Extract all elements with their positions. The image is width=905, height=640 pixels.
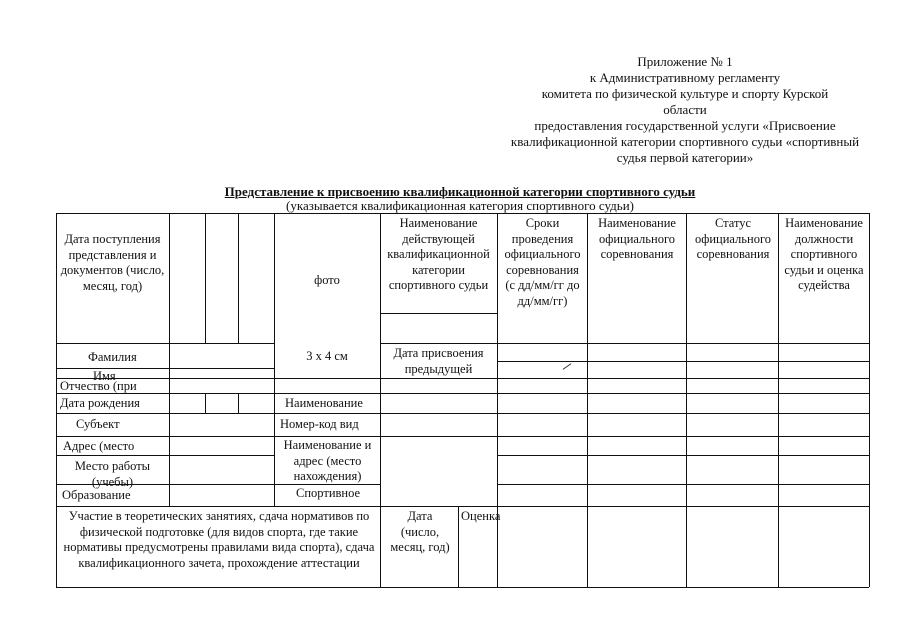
education-label: Образование — [62, 488, 131, 502]
appendix-line: комитета по физической культуре и спорту Курской — [541, 86, 829, 101]
workplace-label: Место работы (учебы) — [74, 459, 151, 489]
col-line — [205, 213, 206, 343]
appendix-line: области — [663, 102, 707, 117]
col-line — [778, 213, 779, 587]
table-border-right — [869, 213, 870, 587]
table-border-top — [56, 213, 869, 214]
grade-column-header: Оценка — [461, 509, 501, 523]
row-line — [380, 343, 497, 344]
row-line — [380, 313, 497, 314]
form-title: Представление к присвоению квалификационной категории спортивного судьи — [224, 184, 696, 199]
row-line — [380, 436, 869, 437]
judge-position-header: Наименование должности спортивного судьи и оценка судейства — [784, 216, 864, 292]
row-line — [497, 361, 869, 362]
address-label: Адрес (место — [63, 439, 135, 453]
row-line — [56, 343, 274, 344]
col-line — [587, 213, 588, 587]
appendix-line: судья первой категории» — [616, 150, 754, 165]
row-line — [380, 413, 869, 414]
col-line — [205, 393, 206, 413]
competition-name-header: Наименование официального соревнования — [598, 216, 676, 261]
col-line — [238, 213, 239, 343]
date-received-header: Дата поступления представления и документов (число, месяц, год) — [60, 232, 165, 293]
col-line — [169, 213, 170, 506]
photo-size-label: 3 х 4 см — [306, 349, 348, 363]
appendix-line: Приложение № 1 — [637, 54, 733, 69]
participation-label: Участие в теоретических занятиях, сдача нормативов по физической подготовке (для видов спорта, где такие нормативы предусмотрены правилами вида спорта), сдача квалификационного зачета, прохождение аттестации — [63, 509, 375, 570]
appendix-line: квалификационной категории спортивного судьи «спортивный — [510, 134, 860, 149]
row-line — [56, 413, 380, 414]
org-address-label: Наименование и адрес (место нахождения) — [283, 438, 372, 483]
appendix-line: к Административному регламенту — [589, 70, 781, 85]
row-line — [497, 455, 869, 456]
subject-label: Субъект — [76, 417, 120, 431]
col-line — [686, 213, 687, 587]
photo-label: фото — [314, 273, 340, 287]
date-column-header: Дата (число, месяц, год) — [390, 509, 450, 554]
row-line — [497, 343, 869, 344]
table-border-left — [56, 213, 57, 587]
birth-date-label: Дата рождения — [60, 396, 140, 410]
table-border-bottom — [56, 587, 869, 588]
row-line — [56, 368, 274, 369]
row-line — [56, 436, 380, 437]
assign-date-header: Дата присвоения предыдущей — [393, 346, 484, 376]
row-line — [497, 484, 869, 485]
col-line — [458, 506, 459, 587]
competition-status-header: Статус официального соревнования — [694, 216, 772, 261]
sport-label: Спортивное — [296, 486, 361, 500]
col-line — [274, 213, 275, 506]
col-line — [497, 213, 498, 587]
col-line — [238, 393, 239, 413]
appendix-line: предоставления государственной услуги «Присвоение — [534, 118, 836, 133]
sport-code-label: Номер-код вид — [280, 417, 359, 431]
name-label: Имя — [93, 369, 116, 383]
patronymic-label: Отчество (при — [60, 379, 137, 393]
pen-mark — [563, 363, 572, 370]
current-category-header: Наименование действующей квалификационной категории спортивного судьи — [387, 216, 490, 292]
row-line — [56, 455, 274, 456]
row-line — [380, 393, 869, 394]
naming-label: Наименование — [285, 396, 363, 410]
form-subtitle: (указывается квалификационная категория спортивного судьи) — [286, 198, 634, 213]
surname-label: Фамилия — [88, 350, 137, 364]
terms-header: Сроки проведения официального соревнования (с дд/мм/гг до дд/мм/гг) — [504, 216, 581, 308]
row-line — [56, 506, 869, 507]
row-line — [380, 378, 869, 379]
